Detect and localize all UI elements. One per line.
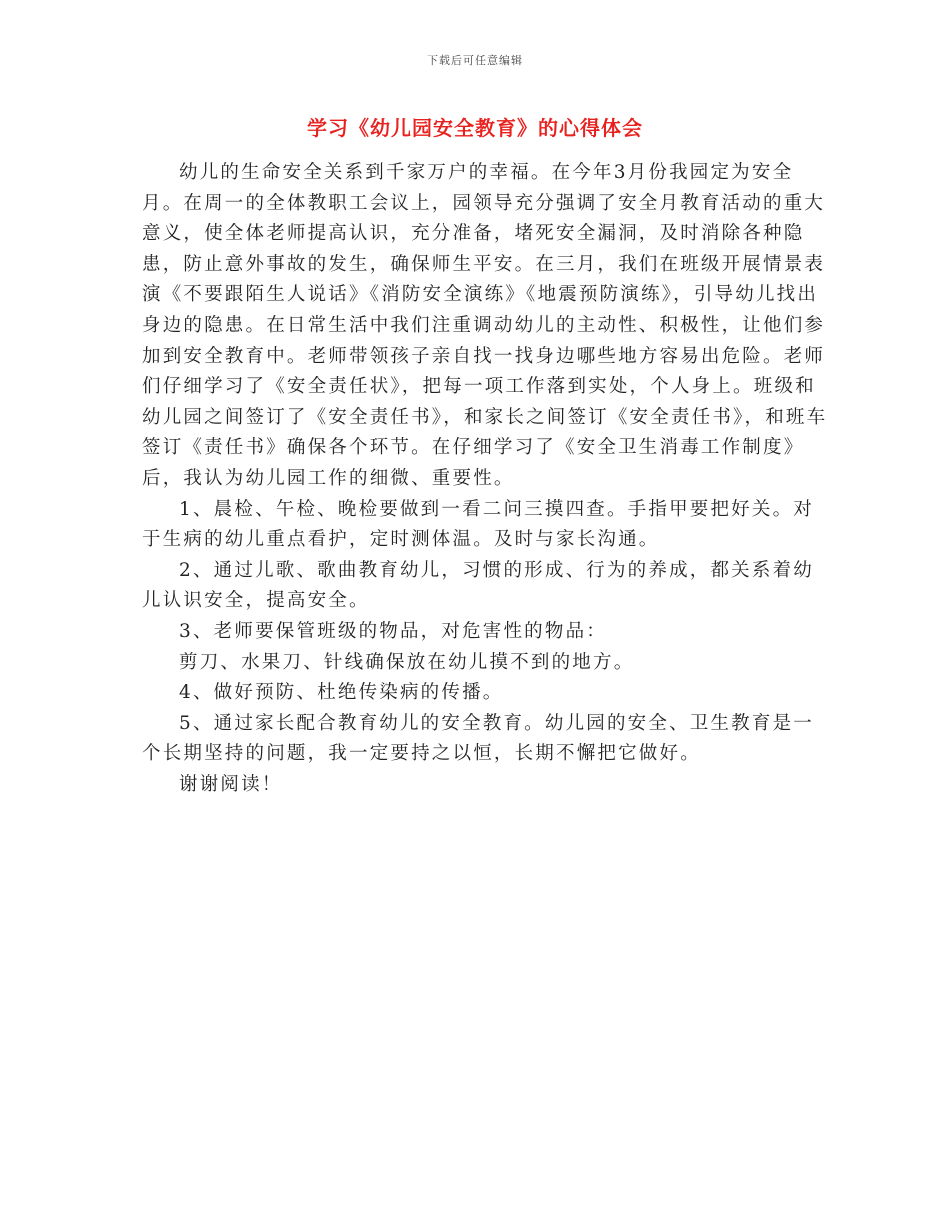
document-title: 学习《幼儿园安全教育》的心得体会 — [307, 116, 643, 140]
paragraph-item-1: 1、晨检、午检、晚检要做到一看二问三摸四查。手指甲要把好关。对于生病的幼儿重点看护，定时测体温。及时与家长沟通。 — [142, 498, 814, 551]
paragraph-item-3-detail: 剪刀、水果刀、针线确保放在幼儿摸不到的地方。 — [179, 651, 635, 673]
paragraph-closing: 谢谢阅读！ — [179, 773, 283, 795]
paragraph-item-2: 2、通过儿歌、歌曲教育幼儿，习惯的形成、行为的养成，都关系着幼儿认识安全，提高安全。 — [142, 559, 814, 612]
paragraph-item-5: 5、通过家长配合教育幼儿的安全教育。幼儿园的安全、卫生教育是一个长期坚持的问题，我一定要持之以恒，长期不懈把它做好。 — [142, 712, 814, 765]
page-header: 下载后可任意编辑 — [427, 54, 523, 67]
paragraph-intro: 幼儿的生命安全关系到千家万户的幸福。在今年3月份我园定为安全月。在周一的全体教职工会议上，园领导充分强调了安全月教育活动的重大意义，使全体老师提高认识，充分准备，堵死安全漏洞，及时消除各种隐患，防止意外事故的发生，确保师生平安。在三月，我们在班级开展情景表演《不要跟陌生人说话》《消防安全演练》《地震预防演练》，引导幼儿找出身边的隐患。在日常生活中我们注重调动幼儿的主动性、积极性，让他们参加到安全教育中。老师带领孩子亲自找一找身边哪些地方容易出危险。老师们仔细学习了《安全责任状》，把每一项工作落到实处，个人身上。班级和幼儿园之间签订了《安全责任书》，和家长之间签订《安全责任书》，和班车签订《责任书》确保各个环节。在仔细学习了《安全卫生消毒工作制度》后，我认为幼儿园工作的细微、重要性。 — [142, 162, 828, 489]
paragraph-item-3: 3、老师要保管班级的物品，对危害性的物品： — [179, 620, 607, 642]
document-body — [142, 158, 832, 800]
paragraph-item-4: 4、做好预防、杜绝传染病的传播。 — [179, 682, 504, 704]
